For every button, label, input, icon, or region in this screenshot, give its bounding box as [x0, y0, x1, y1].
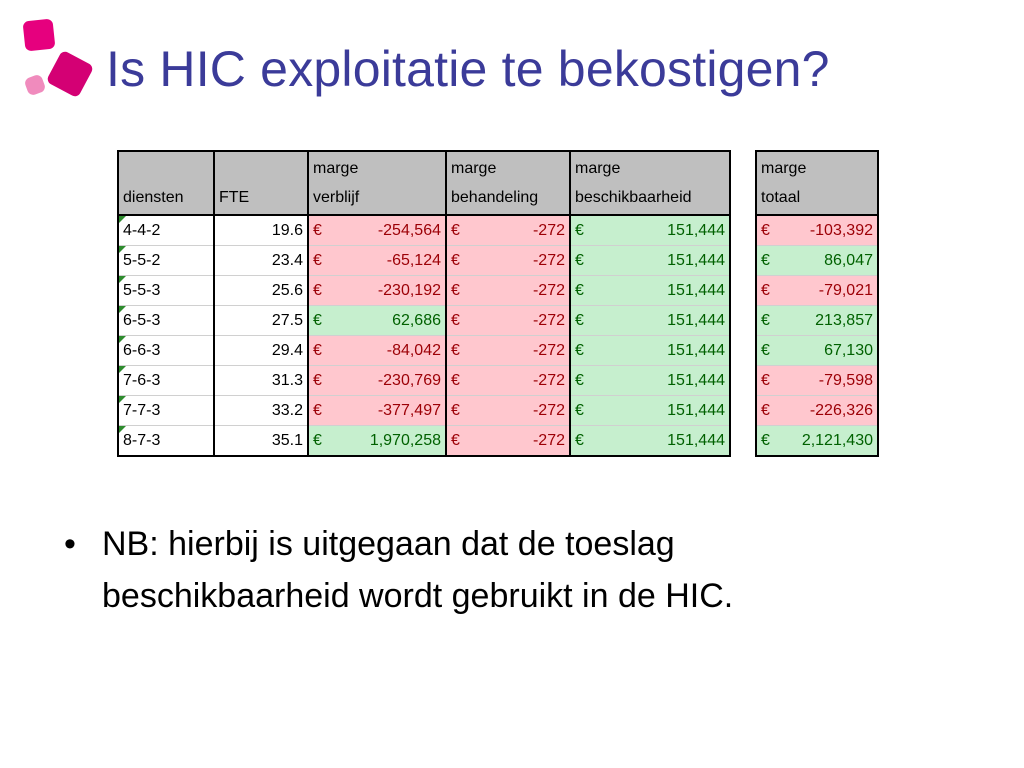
cell-flag-icon [119, 426, 126, 433]
cell-value: 151,444 [667, 221, 725, 239]
cell-verblijf [308, 306, 446, 336]
cell-beschikbaarheid [570, 426, 730, 457]
cell-value: -79,598 [818, 371, 873, 389]
header-gap [730, 151, 756, 215]
cell-diensten: 5-5-2 [118, 246, 214, 276]
cell-beschikbaarheid [570, 336, 730, 366]
currency-symbol: € [575, 311, 584, 329]
cell-diensten: 8-7-3 [118, 426, 214, 457]
header-fte: FTE [214, 151, 308, 215]
cell-beschikbaarheid [570, 246, 730, 276]
table-row [118, 306, 878, 336]
cell-fte: 29.4 [214, 336, 308, 366]
cell-verblijf [308, 246, 446, 276]
currency-symbol: € [761, 281, 770, 299]
cell-value: 151,444 [667, 311, 725, 329]
note-bullet [64, 518, 924, 622]
table-row [118, 396, 878, 426]
header-diensten: diensten [118, 151, 214, 215]
cell-behandeling [446, 336, 570, 366]
table-row [118, 426, 878, 457]
cell-value: -230,192 [377, 281, 441, 299]
cell-fte: 19.6 [214, 215, 308, 246]
currency-symbol: € [575, 401, 584, 419]
cell-value: -79,021 [818, 281, 873, 299]
cell-beschikbaarheid [570, 306, 730, 336]
logo-square-small [23, 73, 46, 96]
bullet-dot: • [64, 525, 76, 563]
cell-verblijf [308, 396, 446, 426]
cell-verblijf [308, 366, 446, 396]
cell-diensten: 7-6-3 [118, 366, 214, 396]
cell-value: -272 [532, 281, 565, 299]
logo [18, 18, 82, 102]
cell-totaal [756, 396, 878, 426]
cell-value: 151,444 [667, 341, 725, 359]
cell-fte: 33.2 [214, 396, 308, 426]
cell-flag-icon [119, 276, 126, 283]
currency-symbol: € [761, 251, 770, 269]
cell-value: -272 [532, 341, 565, 359]
cell-value: 2,121,430 [801, 431, 873, 449]
cell-gap [730, 426, 756, 457]
cell-value: -84,042 [386, 341, 441, 359]
cell-value: -272 [532, 371, 565, 389]
cell-flag-icon [119, 216, 126, 223]
currency-symbol: € [313, 251, 322, 269]
margin-table [117, 150, 879, 457]
margin-table-grid [117, 150, 879, 457]
currency-symbol: € [451, 401, 460, 419]
table-row [118, 246, 878, 276]
cell-value: -272 [532, 311, 565, 329]
cell-value: 151,444 [667, 401, 725, 419]
cell-diensten: 7-7-3 [118, 396, 214, 426]
currency-symbol: € [313, 431, 322, 449]
cell-flag-icon [119, 336, 126, 343]
cell-value: -272 [532, 221, 565, 239]
cell-verblijf [308, 215, 446, 246]
currency-symbol: € [761, 221, 770, 239]
cell-gap [730, 366, 756, 396]
cell-totaal [756, 276, 878, 306]
header-marge-verblijf: marge verblijf [308, 151, 446, 215]
cell-value: -230,769 [377, 371, 441, 389]
currency-symbol: € [451, 311, 460, 329]
cell-gap [730, 336, 756, 366]
logo-square-right [46, 50, 95, 99]
currency-symbol: € [761, 341, 770, 359]
cell-beschikbaarheid [570, 276, 730, 306]
logo-square-top [23, 19, 56, 52]
cell-gap [730, 276, 756, 306]
cell-totaal [756, 336, 878, 366]
cell-diensten: 6-6-3 [118, 336, 214, 366]
cell-value: -65,124 [386, 251, 441, 269]
cell-behandeling [446, 396, 570, 426]
cell-verblijf [308, 336, 446, 366]
header-marge-beschikbaarheid: marge beschikbaarheid [570, 151, 730, 215]
cell-fte: 31.3 [214, 366, 308, 396]
table-header-row [118, 151, 878, 215]
cell-totaal [756, 215, 878, 246]
note-text: NB: hierbij is uitgegaan dat de toeslag beschikbaarheid wordt gebruikt in de HIC. [102, 525, 734, 615]
cell-value: 62,686 [392, 311, 441, 329]
cell-flag-icon [119, 366, 126, 373]
cell-beschikbaarheid [570, 366, 730, 396]
cell-value: 151,444 [667, 251, 725, 269]
cell-totaal [756, 366, 878, 396]
cell-value: -254,564 [377, 221, 441, 239]
currency-symbol: € [451, 281, 460, 299]
cell-verblijf [308, 276, 446, 306]
header-marge-totaal: marge totaal [756, 151, 878, 215]
cell-behandeling [446, 426, 570, 457]
currency-symbol: € [575, 431, 584, 449]
currency-symbol: € [451, 341, 460, 359]
currency-symbol: € [313, 401, 322, 419]
slide-title: Is HIC exploitatie te bekostigen? [106, 41, 830, 97]
table-row [118, 366, 878, 396]
currency-symbol: € [575, 341, 584, 359]
cell-beschikbaarheid [570, 396, 730, 426]
cell-gap [730, 215, 756, 246]
cell-behandeling [446, 215, 570, 246]
cell-beschikbaarheid [570, 215, 730, 246]
cell-value: -377,497 [377, 401, 441, 419]
cell-behandeling [446, 276, 570, 306]
cell-fte: 35.1 [214, 426, 308, 457]
currency-symbol: € [761, 401, 770, 419]
currency-symbol: € [451, 251, 460, 269]
cell-gap [730, 246, 756, 276]
cell-gap [730, 306, 756, 336]
table-row [118, 276, 878, 306]
cell-totaal [756, 246, 878, 276]
cell-value: 151,444 [667, 431, 725, 449]
cell-value: -226,326 [809, 401, 873, 419]
table-row [118, 215, 878, 246]
cell-value: 86,047 [824, 251, 873, 269]
cell-value: 67,130 [824, 341, 873, 359]
currency-symbol: € [761, 311, 770, 329]
currency-symbol: € [575, 251, 584, 269]
cell-value: 213,857 [815, 311, 873, 329]
currency-symbol: € [313, 311, 322, 329]
cell-behandeling [446, 366, 570, 396]
currency-symbol: € [313, 281, 322, 299]
cell-value: 151,444 [667, 371, 725, 389]
currency-symbol: € [451, 431, 460, 449]
cell-fte: 27.5 [214, 306, 308, 336]
cell-flag-icon [119, 306, 126, 313]
cell-diensten: 5-5-3 [118, 276, 214, 306]
currency-symbol: € [313, 371, 322, 389]
header-marge-behandeling: marge behandeling [446, 151, 570, 215]
currency-symbol: € [575, 371, 584, 389]
cell-value: 1,970,258 [369, 431, 441, 449]
cell-flag-icon [119, 246, 126, 253]
currency-symbol: € [761, 371, 770, 389]
cell-gap [730, 396, 756, 426]
cell-value: -103,392 [809, 221, 873, 239]
currency-symbol: € [575, 281, 584, 299]
cell-fte: 25.6 [214, 276, 308, 306]
cell-diensten: 6-5-3 [118, 306, 214, 336]
currency-symbol: € [575, 221, 584, 239]
cell-value: -272 [532, 431, 565, 449]
cell-fte: 23.4 [214, 246, 308, 276]
cell-verblijf [308, 426, 446, 457]
cell-flag-icon [119, 396, 126, 403]
currency-symbol: € [451, 221, 460, 239]
currency-symbol: € [761, 431, 770, 449]
currency-symbol: € [313, 341, 322, 359]
cell-totaal [756, 426, 878, 457]
cell-totaal [756, 306, 878, 336]
cell-value: -272 [532, 251, 565, 269]
cell-value: -272 [532, 401, 565, 419]
table-row [118, 336, 878, 366]
cell-behandeling [446, 306, 570, 336]
cell-diensten: 4-4-2 [118, 215, 214, 246]
currency-symbol: € [313, 221, 322, 239]
currency-symbol: € [451, 371, 460, 389]
cell-value: 151,444 [667, 281, 725, 299]
cell-behandeling [446, 246, 570, 276]
